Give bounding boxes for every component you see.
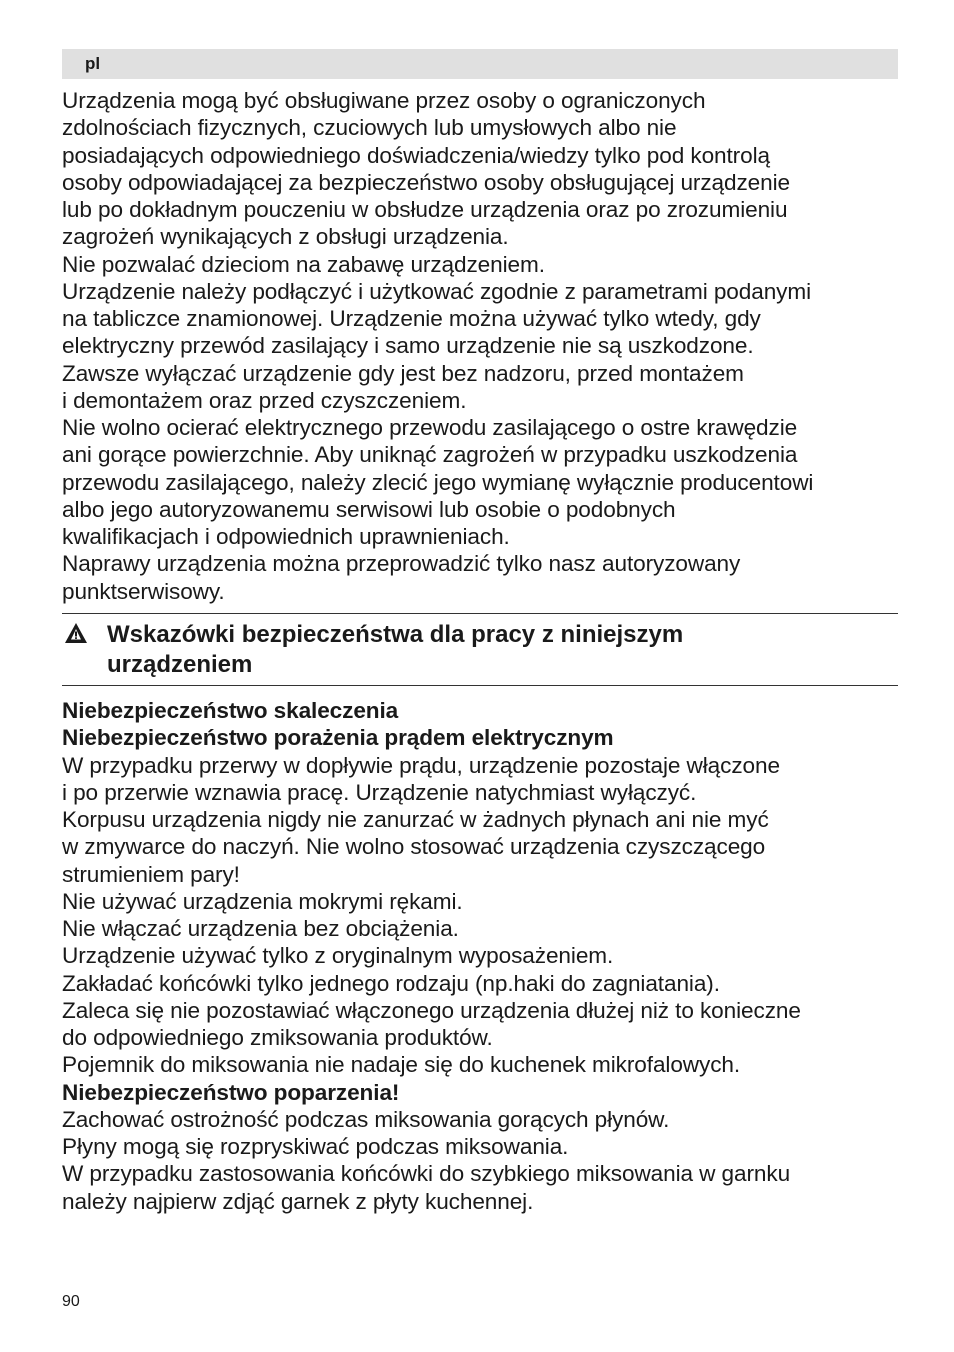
safety-paragraph: Nie włączać urządzenia bez obciążenia. (62, 916, 459, 941)
intro-paragraph: Urządzenie należy podłączyć i użytkować zgodnie z parametrami podanymi na tabliczce znamionowej. Urządzenie można używać tylko wtedy, gdy elektryczny przewód zasilający i samo urządzenie nie są uszkodzone. (62, 278, 811, 359)
intro-paragraph: Zawsze wyłączać urządzenie gdy jest bez nadzoru, przed montażem i demontażem oraz przed czyszczeniem. (62, 360, 744, 413)
intro-paragraph: Urządzenia mogą być obsługiwane przez osoby o ograniczonych zdolnościach fizycznych, czuciowych lub umysłowych albo nie posiadających odpowiedniego doświadczenia/wiedzy tylko pod kontrolą osoby odpowiadającej za bezpieczeństwo osoby obsługującej urządzenie lub po dokładnym pouczeniu w obsłudze urządzenia oraz po zrozumieniu zagrożeń wynikających z obsługi urządzenia. (62, 88, 790, 250)
safety-paragraph: Zaleca się nie pozostawiać włączonego urządzenia dłużej niż to konieczne do odpowiedniego zmiksowania produktów. (62, 997, 801, 1050)
danger-cut-heading: Niebezpieczeństwo skaleczenia (62, 698, 399, 723)
safety-paragraph: Zakładać końcówki tylko jednego rodzaju (np.haki do zagniatania). (62, 970, 720, 996)
safety-paragraph: Nie używać urządzenia mokrymi rękami. (62, 888, 463, 914)
language-tab-bar (62, 49, 898, 79)
intro-paragraph: Nie pozwalać dzieciom na zabawę urządzeniem. (62, 251, 545, 277)
intro-text-block (62, 87, 902, 605)
section-bottom-divider (62, 685, 898, 686)
safety-paragraph: Pojemnik do miksowania nie nadaje się do kuchenek mikrofalowych. (62, 1052, 741, 1078)
section-top-divider (62, 613, 898, 614)
safety-paragraph: Płyny mogą się rozpryskiwać podczas miksowania. (62, 1134, 569, 1159)
safety-paragraph: Zachować ostrożność podczas miksowania gorących płynów. (62, 1106, 670, 1132)
intro-paragraph: Nie wolno ocierać elektrycznego przewodu zasilającego o ostre krawędzie ani gorące powierzchnie. Aby uniknąć zagrożeń w przypadku uszkodzenia przewodu zasilającego, należy zlecić jego wymianę wyłącznie producentowi albo jego autoryzowanemu serwisowi lub osobie o podobnych kwalifikacjach i odpowiednich uprawnieniach. (62, 415, 814, 549)
section-heading: Wskazówki bezpieczeństwa dla pracy z niniejszym urządzeniem (107, 621, 684, 678)
safety-paragraph: W przypadku zastosowania końcówki do szybkiego miksowania w garnku należy najpierw zdjąć garnek z płyty kuchennej. (62, 1161, 791, 1214)
safety-paragraph: Korpusu urządzenia nigdy nie zanurzać w żadnych płynach ani nie myć w zmywarce do naczyń. Nie wolno stosować urządzenia czyszczącego strumieniem pary! (62, 807, 769, 887)
safety-paragraph: Urządzenie używać tylko z oryginalnym wyposażeniem. (62, 943, 614, 969)
danger-electric-heading: Niebezpieczeństwo porażenia prądem elektrycznym (62, 725, 614, 751)
page-number: 90 (62, 1293, 80, 1310)
warning-triangle-icon (64, 622, 88, 644)
safety-paragraph: W przypadku przerwy w dopływie prądu, urządzenie pozostaje włączone i po przerwie wznawia pracę. Urządzenie natychmiast wyłączyć. (62, 752, 780, 805)
language-code-label: pl (85, 54, 101, 73)
intro-paragraph: Naprawy urządzenia można przeprowadzić tylko nasz autoryzowany punktserwisowy. (62, 551, 741, 604)
safety-text-block (62, 697, 902, 1215)
danger-burn-heading: Niebezpieczeństwo poparzenia! (62, 1079, 400, 1105)
